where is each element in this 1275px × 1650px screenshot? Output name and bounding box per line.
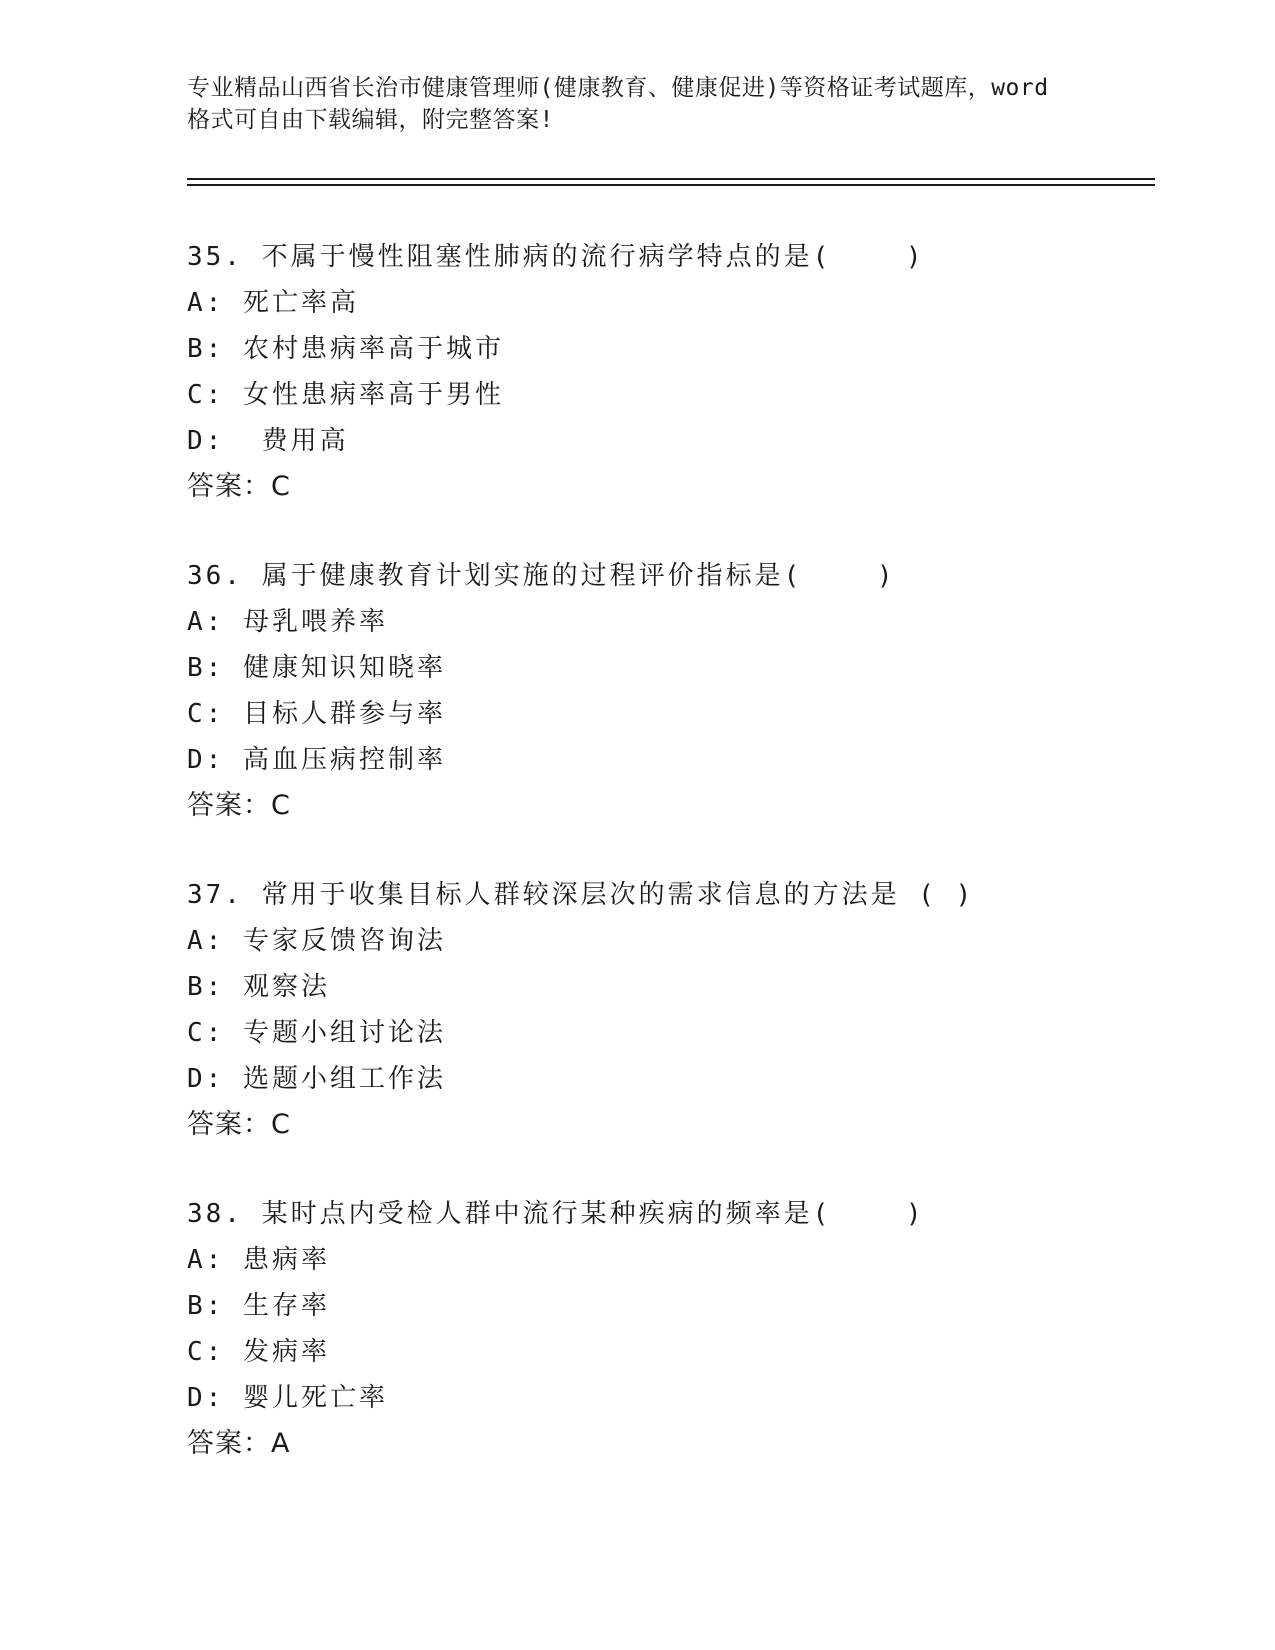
- answer-line: 答案：C: [187, 471, 291, 502]
- question-title: 35. 不属于慢性阻塞性肺病的流行病学特点的是( ): [187, 242, 925, 272]
- option-a: A: 专家反馈咨询法: [187, 926, 446, 956]
- answer-line: 答案：A: [187, 1428, 291, 1459]
- document-header: [187, 72, 1087, 136]
- option-d: D: 选题小组工作法: [187, 1064, 446, 1094]
- header-divider-bottom: [187, 184, 1155, 186]
- option-a: A: 母乳喂养率: [187, 607, 388, 637]
- answer-line: 答案：C: [187, 1109, 291, 1140]
- question-title: 38. 某时点内受检人群中流行某种疾病的频率是( ): [187, 1199, 925, 1229]
- question-title: 37. 常用于收集目标人群较深层次的需求信息的方法是 ( ): [187, 880, 975, 910]
- header-divider-top: [187, 178, 1155, 180]
- question-38: [187, 1191, 1147, 1467]
- option-c: C: 发病率: [187, 1337, 330, 1367]
- option-b: B: 生存率: [187, 1291, 330, 1321]
- question-35: [187, 234, 1147, 510]
- answer-line: 答案：C: [187, 790, 291, 821]
- option-b: B: 农村患病率高于城市: [187, 334, 504, 364]
- option-a: A: 死亡率高: [187, 288, 359, 318]
- option-c: C: 专题小组讨论法: [187, 1018, 446, 1048]
- question-title: 36. 属于健康教育计划实施的过程评价指标是( ): [187, 561, 896, 591]
- option-d: D: 高血压病控制率: [187, 745, 446, 775]
- option-c: C: 女性患病率高于男性: [187, 380, 504, 410]
- option-b: B: 观察法: [187, 972, 330, 1002]
- option-a: A: 患病率: [187, 1245, 330, 1275]
- option-d: D: 费用高: [187, 426, 349, 456]
- question-36: [187, 553, 1147, 829]
- option-c: C: 目标人群参与率: [187, 699, 446, 729]
- option-d: D: 婴儿死亡率: [187, 1383, 388, 1413]
- option-b: B: 健康知识知晓率: [187, 653, 446, 683]
- question-37: [187, 872, 1147, 1148]
- header-line-1: 专业精品山西省长治市健康管理师(健康教育、健康促进)等资格证考试题库，word: [187, 75, 1049, 101]
- header-line-2: 格式可自由下载编辑，附完整答案!: [187, 107, 554, 133]
